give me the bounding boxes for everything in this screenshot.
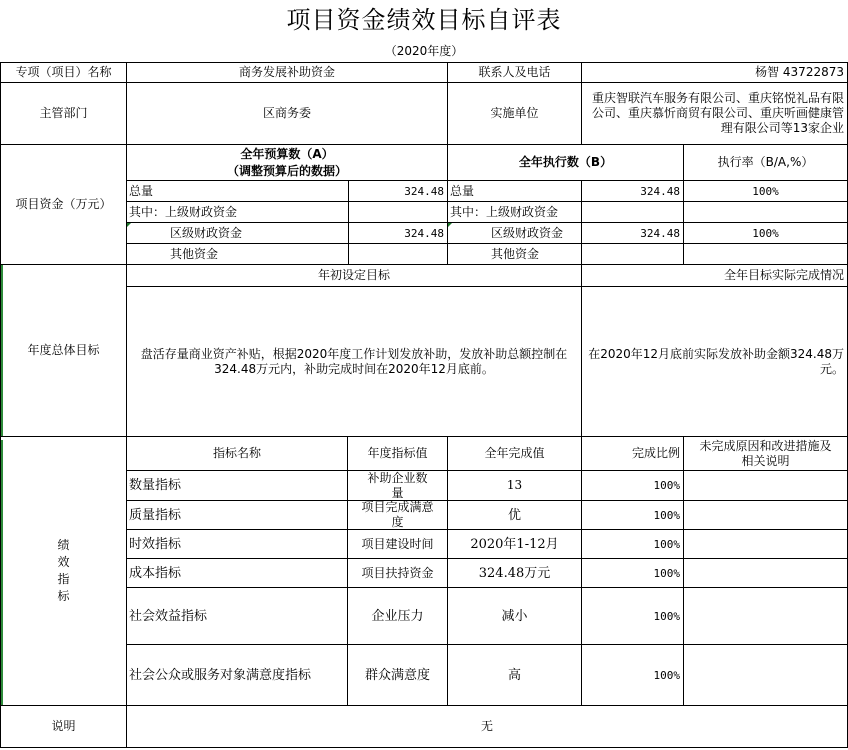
goals-done-text: 在2020年12月底前实际发放补助金额324.48万元。 [588, 346, 844, 376]
indicator-name: 社会公众或服务对象满意度指标 [129, 667, 312, 683]
funds-row-exec: 324.48 [640, 226, 680, 240]
indicator-name: 时效指标 [129, 536, 182, 552]
funds-row-exec: 324.48 [640, 184, 680, 198]
indicator-actual: 高 [507, 667, 521, 683]
funds-row-exec-label: 其他资金 [491, 246, 540, 261]
contact-value: 杨智 43722873 [755, 65, 844, 79]
funds-row-label: 区级财政资金 [170, 225, 243, 240]
page-title: 项目资金绩效目标自评表 [286, 5, 562, 34]
funds-row-exec [582, 244, 683, 264]
goals-set-text: 盘活存量商业资产补贴，根据2020年度工作计划发放补助，发放补助总额控制在324.48万元内，补助完成时间在2020年12月底前。 [140, 346, 568, 376]
funds-row-rate [684, 244, 847, 264]
funds-row-label: 其中：上级财政资金 [129, 204, 238, 219]
budget-header: 全年预算数（A） [240, 146, 334, 161]
indicator-header-reason: 未完成原因和改进措施及相关说明 [699, 438, 832, 468]
indicator-reason [684, 471, 847, 500]
funds-row-rate [684, 202, 847, 222]
funds-row-budget: 324.48 [404, 184, 444, 198]
indicator-target: 企业压力 [371, 608, 424, 624]
indicator-reason [684, 645, 847, 705]
funds-row-budget [349, 244, 447, 264]
funds-label: 项目资金（万元） [15, 197, 112, 211]
indicator-name: 社会效益指标 [129, 608, 208, 624]
indicator-reason [684, 588, 847, 644]
indicator-header-name: 指标名称 [212, 446, 261, 460]
note-value: 无 [480, 719, 493, 733]
goals-done-header: 全年目标实际完成情况 [723, 268, 844, 282]
indicator-target: 项目扶持资金 [361, 565, 434, 580]
indicator-actual: 优 [507, 507, 521, 523]
indicator-header-ratio: 完成比例 [631, 446, 680, 460]
dept-label: 主管部门 [39, 106, 88, 120]
rate-header: 执行率（B/A,%） [717, 155, 814, 169]
indicator-actual: 324.48万元 [478, 565, 551, 581]
indicator-reason [684, 501, 847, 529]
report-year: （2020年度） [384, 43, 464, 58]
project-name-label: 专项（项目）名称 [15, 65, 112, 79]
funds-row-exec [582, 202, 683, 222]
indicator-header-target: 年度指标值 [367, 446, 428, 460]
unit-label: 实施单位 [490, 106, 539, 120]
indicator-target: 项目建设时间 [361, 536, 434, 551]
indicator-ratio: 100% [653, 609, 680, 623]
indicator-ratio: 100% [653, 668, 680, 682]
goals-set-header: 年初设定目标 [317, 268, 390, 282]
funds-row-budget [349, 202, 447, 222]
indicator-name: 成本指标 [129, 565, 182, 581]
funds-row-label: 总量 [129, 183, 154, 198]
budget-subheader: （调整预算后的数据） [226, 163, 347, 178]
indicator-name: 数量指标 [129, 478, 182, 493]
goals-label: 年度总体目标 [27, 343, 100, 357]
indicator-ratio: 100% [653, 566, 680, 580]
indicator-actual: 减小 [501, 608, 528, 624]
funds-row-budget: 324.48 [404, 226, 444, 240]
indicator-ratio: 100% [653, 508, 680, 522]
indicator-actual: 13 [506, 478, 523, 492]
indicator-target: 群众满意度 [364, 667, 430, 683]
funds-row-label: 其他资金 [170, 246, 219, 261]
note-label: 说明 [51, 719, 76, 733]
indicators-label: 绩 效 指 标 [57, 538, 70, 603]
indicator-target: 补助企业数量 [367, 471, 428, 500]
indicator-name: 质量指标 [129, 507, 182, 523]
funds-row-rate: 100% [752, 184, 779, 198]
contact-label: 联系人及电话 [478, 65, 551, 79]
indicator-reason [684, 559, 847, 587]
dept-value: 区商务委 [262, 106, 311, 120]
funds-row-exec-label: 其中：上级财政资金 [450, 204, 559, 219]
funds-row-exec-label: 总量 [450, 183, 475, 198]
funds-row-rate: 100% [752, 226, 779, 240]
unit-value: 重庆智联汽车服务有限公司、重庆铭悦礼品有限公司、重庆慕忻商贸有限公司、重庆听画健康管理有限公司等13家企业 [591, 91, 844, 135]
indicator-reason [684, 530, 847, 558]
indicator-ratio: 100% [653, 537, 680, 551]
indicator-target: 项目完成满意度 [361, 501, 434, 529]
project-name-value: 商务发展补助资金 [238, 65, 335, 79]
exec-header: 全年执行数（B） [518, 155, 613, 169]
indicator-header-actual: 全年完成值 [484, 446, 545, 460]
indicator-ratio: 100% [653, 479, 680, 492]
funds-row-exec-label: 区级财政资金 [491, 225, 564, 240]
indicator-actual: 2020年1-12月 [470, 536, 559, 552]
